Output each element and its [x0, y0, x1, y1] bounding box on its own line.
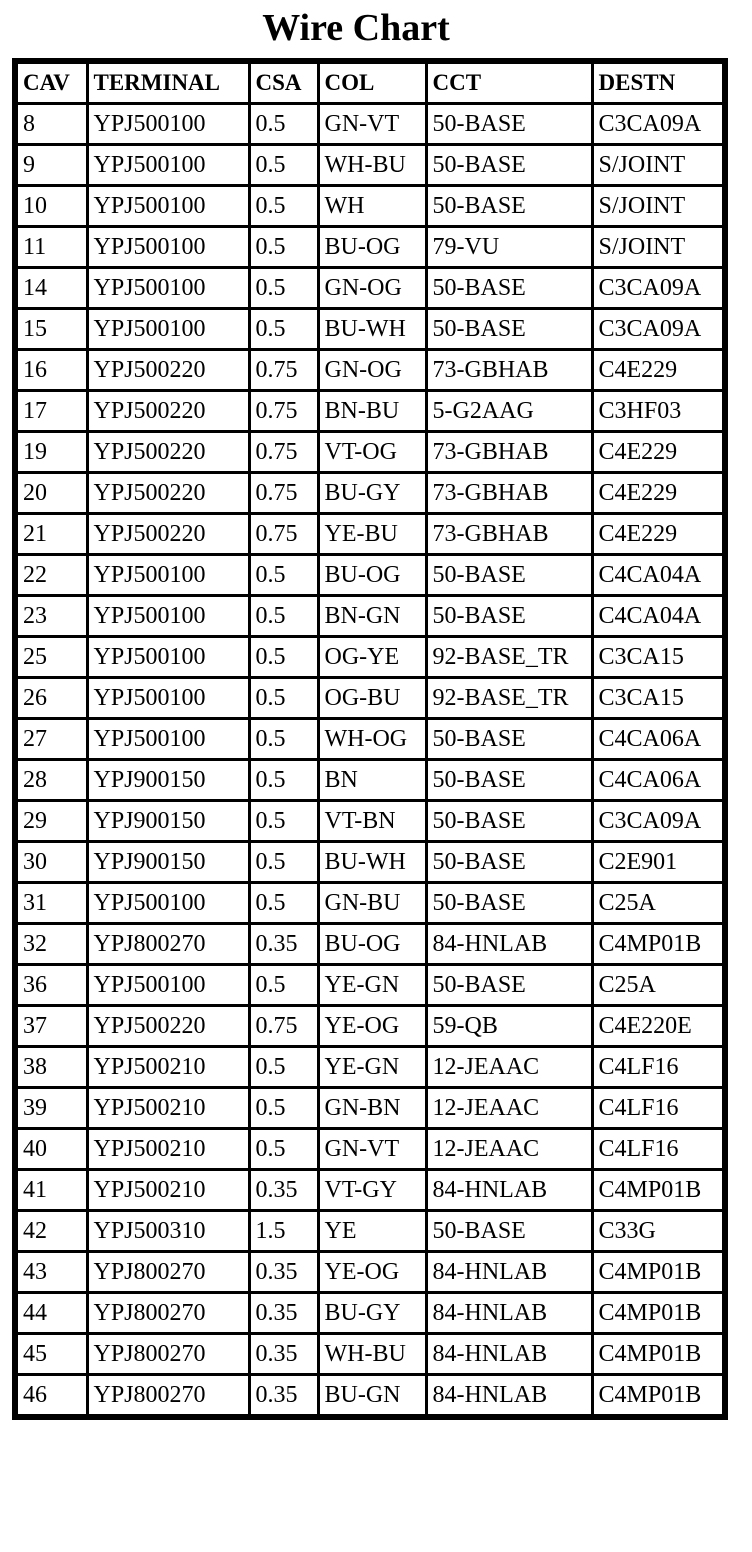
col-cell: OG-YE [318, 637, 426, 678]
cav-cell: 17 [15, 391, 87, 432]
csa-cell: 0.5 [249, 555, 318, 596]
destn-cell: C3CA09A [592, 309, 725, 350]
csa-cell: 0.35 [249, 1252, 318, 1293]
col-cell: BN-BU [318, 391, 426, 432]
cct-cell: 50-BASE [426, 965, 592, 1006]
terminal-cell: YPJ500220 [87, 391, 249, 432]
col-cell: YE-GN [318, 1047, 426, 1088]
destn-cell: C4MP01B [592, 1170, 725, 1211]
terminal-cell: YPJ500220 [87, 473, 249, 514]
terminal-cell: YPJ800270 [87, 1375, 249, 1418]
cct-cell: 50-BASE [426, 842, 592, 883]
csa-cell: 0.5 [249, 678, 318, 719]
cav-cell: 32 [15, 924, 87, 965]
table-row [15, 1006, 725, 1047]
terminal-cell: YPJ500220 [87, 350, 249, 391]
col-cell: YE [318, 1211, 426, 1252]
col-cell: BU-GY [318, 473, 426, 514]
table-row [15, 637, 725, 678]
terminal-cell: YPJ500220 [87, 1006, 249, 1047]
col-cell: GN-BU [318, 883, 426, 924]
col-cell: VT-GY [318, 1170, 426, 1211]
csa-cell: 0.5 [249, 227, 318, 268]
terminal-cell: YPJ500100 [87, 186, 249, 227]
cct-cell: 12-JEAAC [426, 1088, 592, 1129]
terminal-cell: YPJ500220 [87, 432, 249, 473]
terminal-cell: YPJ900150 [87, 842, 249, 883]
terminal-cell: YPJ500100 [87, 678, 249, 719]
destn-cell: C4E220E [592, 1006, 725, 1047]
csa-cell: 0.5 [249, 596, 318, 637]
terminal-cell: YPJ500210 [87, 1129, 249, 1170]
destn-cell: C25A [592, 883, 725, 924]
cav-cell: 27 [15, 719, 87, 760]
cct-cell: 59-QB [426, 1006, 592, 1047]
csa-cell: 0.5 [249, 104, 318, 145]
destn-cell: S/JOINT [592, 145, 725, 186]
terminal-cell: YPJ500210 [87, 1170, 249, 1211]
destn-cell: C3CA15 [592, 678, 725, 719]
destn-cell: C3CA15 [592, 637, 725, 678]
cav-cell: 39 [15, 1088, 87, 1129]
destn-cell: C4MP01B [592, 1334, 725, 1375]
col-cell: YE-OG [318, 1006, 426, 1047]
terminal-cell: YPJ500100 [87, 145, 249, 186]
cav-cell: 20 [15, 473, 87, 514]
table-row [15, 883, 725, 924]
table-row [15, 1129, 725, 1170]
cav-cell: 15 [15, 309, 87, 350]
header-csa: CSA [249, 61, 318, 104]
table-row [15, 596, 725, 637]
table-row [15, 760, 725, 801]
terminal-cell: YPJ500220 [87, 514, 249, 555]
table-row [15, 1047, 725, 1088]
header-col: COL [318, 61, 426, 104]
cav-cell: 45 [15, 1334, 87, 1375]
destn-cell: S/JOINT [592, 227, 725, 268]
terminal-cell: YPJ800270 [87, 1293, 249, 1334]
table-row [15, 1334, 725, 1375]
terminal-cell: YPJ500210 [87, 1088, 249, 1129]
csa-cell: 0.75 [249, 350, 318, 391]
table-row [15, 842, 725, 883]
cct-cell: 50-BASE [426, 186, 592, 227]
cct-cell: 50-BASE [426, 883, 592, 924]
terminal-cell: YPJ500100 [87, 227, 249, 268]
cct-cell: 84-HNLAB [426, 1293, 592, 1334]
csa-cell: 0.5 [249, 842, 318, 883]
terminal-cell: YPJ500100 [87, 268, 249, 309]
cct-cell: 12-JEAAC [426, 1047, 592, 1088]
cav-cell: 40 [15, 1129, 87, 1170]
cct-cell: 50-BASE [426, 268, 592, 309]
cct-cell: 73-GBHAB [426, 350, 592, 391]
cct-cell: 73-GBHAB [426, 432, 592, 473]
destn-cell: C3CA09A [592, 268, 725, 309]
col-cell: GN-VT [318, 1129, 426, 1170]
cct-cell: 5-G2AAG [426, 391, 592, 432]
csa-cell: 0.5 [249, 965, 318, 1006]
col-cell: BN [318, 760, 426, 801]
col-cell: BN-GN [318, 596, 426, 637]
terminal-cell: YPJ500310 [87, 1211, 249, 1252]
csa-cell: 0.5 [249, 309, 318, 350]
col-cell: WH [318, 186, 426, 227]
cav-cell: 9 [15, 145, 87, 186]
terminal-cell: YPJ500100 [87, 883, 249, 924]
csa-cell: 0.75 [249, 391, 318, 432]
cct-cell: 50-BASE [426, 145, 592, 186]
table-row [15, 1375, 725, 1418]
csa-cell: 0.5 [249, 719, 318, 760]
header-cav: CAV [15, 61, 87, 104]
col-cell: BU-OG [318, 555, 426, 596]
csa-cell: 0.5 [249, 1047, 318, 1088]
destn-cell: C4CA04A [592, 596, 725, 637]
cav-cell: 8 [15, 104, 87, 145]
csa-cell: 0.35 [249, 1375, 318, 1418]
cav-cell: 30 [15, 842, 87, 883]
col-cell: BU-WH [318, 309, 426, 350]
terminal-cell: YPJ500100 [87, 637, 249, 678]
table-row [15, 1252, 725, 1293]
cct-cell: 50-BASE [426, 801, 592, 842]
csa-cell: 0.5 [249, 1129, 318, 1170]
destn-cell: C4E229 [592, 514, 725, 555]
col-cell: BU-WH [318, 842, 426, 883]
table-row [15, 350, 725, 391]
col-cell: OG-BU [318, 678, 426, 719]
destn-cell: C2E901 [592, 842, 725, 883]
cct-cell: 84-HNLAB [426, 1334, 592, 1375]
cct-cell: 84-HNLAB [426, 924, 592, 965]
terminal-cell: YPJ900150 [87, 801, 249, 842]
cav-cell: 36 [15, 965, 87, 1006]
col-cell: BU-OG [318, 924, 426, 965]
table-row [15, 1170, 725, 1211]
terminal-cell: YPJ500100 [87, 104, 249, 145]
col-cell: WH-BU [318, 1334, 426, 1375]
csa-cell: 0.5 [249, 883, 318, 924]
col-cell: YE-OG [318, 1252, 426, 1293]
csa-cell: 0.5 [249, 760, 318, 801]
table-row [15, 1293, 725, 1334]
destn-cell: C4CA06A [592, 719, 725, 760]
csa-cell: 0.35 [249, 1334, 318, 1375]
cct-cell: 84-HNLAB [426, 1375, 592, 1418]
cct-cell: 50-BASE [426, 760, 592, 801]
cav-cell: 19 [15, 432, 87, 473]
cct-cell: 50-BASE [426, 596, 592, 637]
cav-cell: 43 [15, 1252, 87, 1293]
cct-cell: 73-GBHAB [426, 473, 592, 514]
destn-cell: C4MP01B [592, 1375, 725, 1418]
csa-cell: 0.5 [249, 186, 318, 227]
cav-cell: 23 [15, 596, 87, 637]
table-row [15, 104, 725, 145]
csa-cell: 0.5 [249, 801, 318, 842]
col-cell: GN-VT [318, 104, 426, 145]
destn-cell: C4CA04A [592, 555, 725, 596]
destn-cell: C33G [592, 1211, 725, 1252]
destn-cell: C4E229 [592, 350, 725, 391]
table-row [15, 1088, 725, 1129]
table-row [15, 678, 725, 719]
table-row [15, 801, 725, 842]
table-row [15, 227, 725, 268]
cct-cell: 50-BASE [426, 1211, 592, 1252]
cav-cell: 28 [15, 760, 87, 801]
destn-cell: C4E229 [592, 473, 725, 514]
col-cell: WH-OG [318, 719, 426, 760]
destn-cell: S/JOINT [592, 186, 725, 227]
terminal-cell: YPJ500100 [87, 965, 249, 1006]
col-cell: GN-OG [318, 268, 426, 309]
header-destn: DESTN [592, 61, 725, 104]
table-row [15, 1211, 725, 1252]
cct-cell: 92-BASE_TR [426, 637, 592, 678]
cav-cell: 38 [15, 1047, 87, 1088]
cct-cell: 79-VU [426, 227, 592, 268]
terminal-cell: YPJ800270 [87, 924, 249, 965]
destn-cell: C3CA09A [592, 104, 725, 145]
terminal-cell: YPJ500210 [87, 1047, 249, 1088]
destn-cell: C25A [592, 965, 725, 1006]
header-terminal: TERMINAL [87, 61, 249, 104]
cct-cell: 12-JEAAC [426, 1129, 592, 1170]
page-title: Wire Chart [262, 7, 450, 49]
table-row [15, 555, 725, 596]
csa-cell: 0.5 [249, 1088, 318, 1129]
destn-cell: C3HF03 [592, 391, 725, 432]
table-row [15, 514, 725, 555]
cav-cell: 44 [15, 1293, 87, 1334]
cct-cell: 50-BASE [426, 719, 592, 760]
col-cell: WH-BU [318, 145, 426, 186]
col-cell: GN-BN [318, 1088, 426, 1129]
cct-cell: 84-HNLAB [426, 1252, 592, 1293]
cav-cell: 31 [15, 883, 87, 924]
table-row [15, 432, 725, 473]
csa-cell: 0.5 [249, 637, 318, 678]
cav-cell: 25 [15, 637, 87, 678]
col-cell: VT-BN [318, 801, 426, 842]
table-row [15, 309, 725, 350]
destn-cell: C4LF16 [592, 1047, 725, 1088]
cav-cell: 22 [15, 555, 87, 596]
cav-cell: 14 [15, 268, 87, 309]
csa-cell: 0.35 [249, 924, 318, 965]
cct-cell: 50-BASE [426, 104, 592, 145]
cav-cell: 26 [15, 678, 87, 719]
cct-cell: 84-HNLAB [426, 1170, 592, 1211]
destn-cell: C4MP01B [592, 924, 725, 965]
terminal-cell: YPJ900150 [87, 760, 249, 801]
col-cell: VT-OG [318, 432, 426, 473]
cav-cell: 29 [15, 801, 87, 842]
csa-cell: 0.5 [249, 268, 318, 309]
destn-cell: C3CA09A [592, 801, 725, 842]
cct-cell: 50-BASE [426, 555, 592, 596]
header-row [15, 61, 725, 104]
terminal-cell: YPJ500100 [87, 309, 249, 350]
csa-cell: 0.75 [249, 1006, 318, 1047]
csa-cell: 0.5 [249, 145, 318, 186]
csa-cell: 0.35 [249, 1293, 318, 1334]
wire-chart-table [12, 58, 728, 1420]
cav-cell: 41 [15, 1170, 87, 1211]
table-row [15, 473, 725, 514]
col-cell: GN-OG [318, 350, 426, 391]
cct-cell: 73-GBHAB [426, 514, 592, 555]
destn-cell: C4MP01B [592, 1252, 725, 1293]
terminal-cell: YPJ500100 [87, 555, 249, 596]
table-row [15, 924, 725, 965]
destn-cell: C4CA06A [592, 760, 725, 801]
table-row [15, 145, 725, 186]
cav-cell: 11 [15, 227, 87, 268]
csa-cell: 0.75 [249, 473, 318, 514]
table-row [15, 391, 725, 432]
destn-cell: C4LF16 [592, 1129, 725, 1170]
col-cell: BU-OG [318, 227, 426, 268]
terminal-cell: YPJ500100 [87, 719, 249, 760]
table-row [15, 965, 725, 1006]
csa-cell: 1.5 [249, 1211, 318, 1252]
csa-cell: 0.35 [249, 1170, 318, 1211]
cct-cell: 50-BASE [426, 309, 592, 350]
terminal-cell: YPJ800270 [87, 1252, 249, 1293]
cav-cell: 37 [15, 1006, 87, 1047]
table-row [15, 186, 725, 227]
destn-cell: C4MP01B [592, 1293, 725, 1334]
cav-cell: 46 [15, 1375, 87, 1418]
cav-cell: 42 [15, 1211, 87, 1252]
cav-cell: 16 [15, 350, 87, 391]
table-row [15, 719, 725, 760]
cav-cell: 10 [15, 186, 87, 227]
destn-cell: C4LF16 [592, 1088, 725, 1129]
header-cct: CCT [426, 61, 592, 104]
col-cell: YE-GN [318, 965, 426, 1006]
terminal-cell: YPJ800270 [87, 1334, 249, 1375]
csa-cell: 0.75 [249, 514, 318, 555]
cct-cell: 92-BASE_TR [426, 678, 592, 719]
col-cell: BU-GN [318, 1375, 426, 1418]
csa-cell: 0.75 [249, 432, 318, 473]
table-row [15, 268, 725, 309]
terminal-cell: YPJ500100 [87, 596, 249, 637]
destn-cell: C4E229 [592, 432, 725, 473]
cav-cell: 21 [15, 514, 87, 555]
col-cell: YE-BU [318, 514, 426, 555]
col-cell: BU-GY [318, 1293, 426, 1334]
